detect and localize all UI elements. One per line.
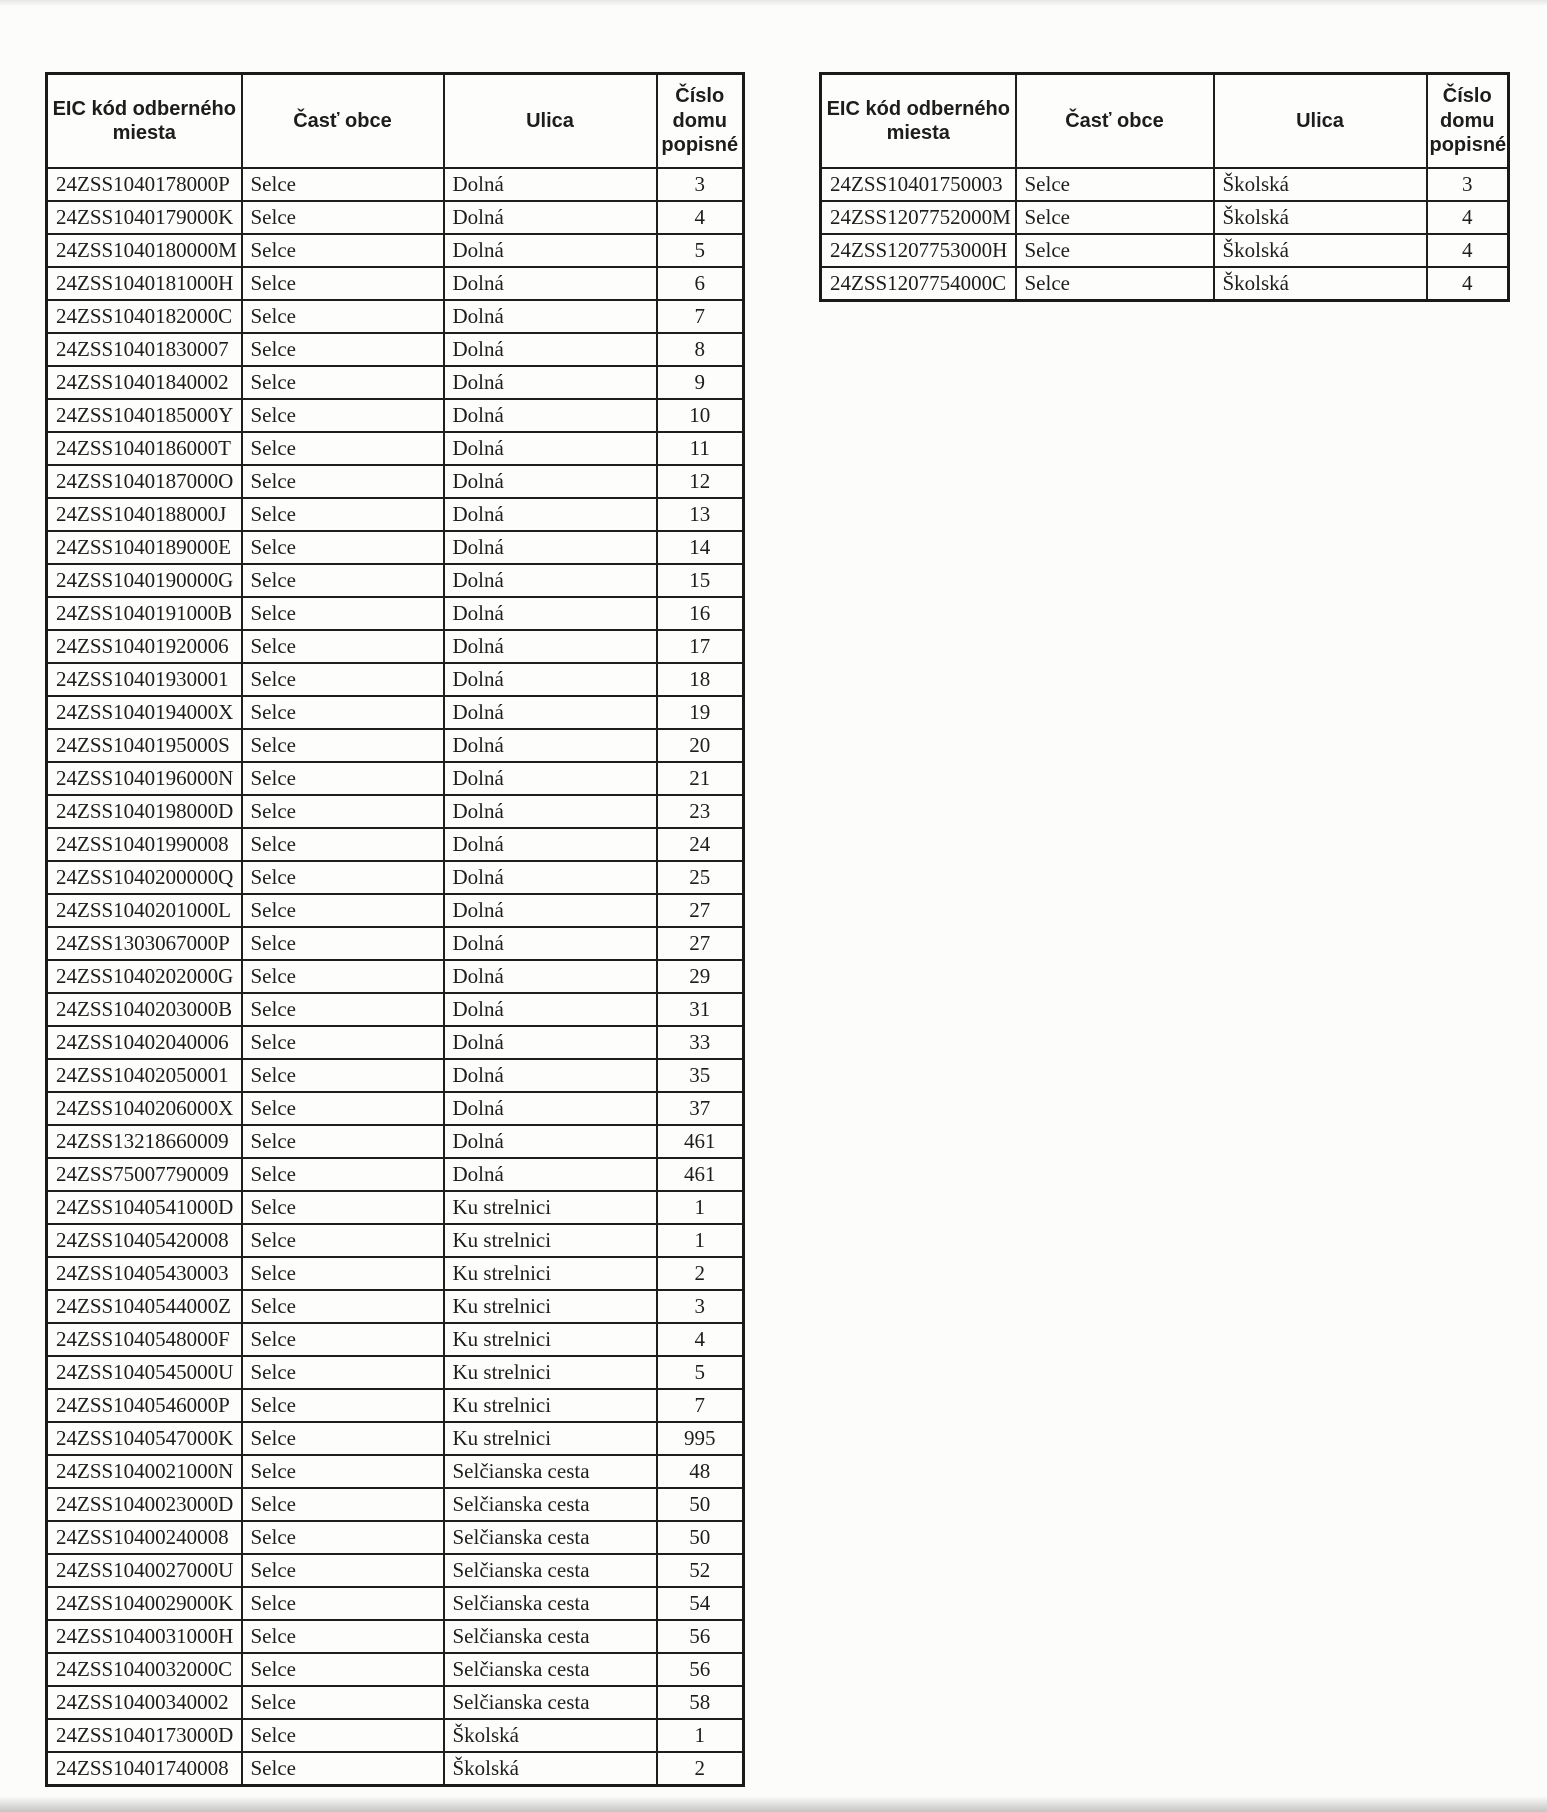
cell-ulica: Školská [444,1719,657,1752]
cell-ulica: Školská [1214,168,1427,201]
cell-ulica: Dolná [444,498,657,531]
table-row [821,267,1509,301]
cell-cislo-domu: 1 [657,1224,744,1257]
cell-ulica: Selčianska cesta [444,1653,657,1686]
cell-cast-obce: Selce [242,201,444,234]
cell-ulica: Dolná [444,960,657,993]
cell-ulica: Dolná [444,663,657,696]
cell-eic-code: 24ZSS10401830007 [47,333,242,366]
table-row [47,564,744,597]
cell-ulica: Dolná [444,333,657,366]
cell-ulica: Školská [1214,234,1427,267]
table-row [821,168,1509,201]
cell-eic-code: 24ZSS1040182000C [47,300,242,333]
table-row [47,465,744,498]
cell-cislo-domu: 56 [657,1620,744,1653]
cell-cislo-domu: 29 [657,960,744,993]
cell-eic-code: 24ZSS1040189000E [47,531,242,564]
table-row [47,960,744,993]
cell-cast-obce: Selce [242,894,444,927]
cell-cast-obce: Selce [1016,267,1214,301]
cell-eic-code: 24ZSS1040181000H [47,267,242,300]
table-row [47,993,744,1026]
cell-cislo-domu: 23 [657,795,744,828]
cell-cast-obce: Selce [242,1092,444,1125]
cell-cislo-domu: 24 [657,828,744,861]
cell-cislo-domu: 8 [657,333,744,366]
cell-cislo-domu: 58 [657,1686,744,1719]
cell-cast-obce: Selce [242,1488,444,1521]
cell-eic-code: 24ZSS1040179000K [47,201,242,234]
cell-ulica: Ku strelnici [444,1356,657,1389]
cell-eic-code: 24ZSS10401740008 [47,1752,242,1786]
cell-cast-obce: Selce [242,1620,444,1653]
cell-cislo-domu: 3 [657,168,744,201]
cell-ulica: Dolná [444,201,657,234]
table-row [47,201,744,234]
cell-cast-obce: Selce [242,960,444,993]
cell-ulica: Dolná [444,828,657,861]
cell-cislo-domu: 6 [657,267,744,300]
cell-cislo-domu: 19 [657,696,744,729]
cell-cast-obce: Selce [242,696,444,729]
table-row [47,597,744,630]
cell-cast-obce: Selce [242,531,444,564]
column-header-eic-code: EIC kód odberného miesta [821,74,1016,169]
cell-ulica: Dolná [444,597,657,630]
cell-eic-code: 24ZSS10405420008 [47,1224,242,1257]
cell-cislo-domu: 31 [657,993,744,1026]
cell-eic-code: 24ZSS1040178000P [47,168,242,201]
cell-ulica: Dolná [444,1158,657,1191]
cell-cast-obce: Selce [242,564,444,597]
cell-cislo-domu: 11 [657,432,744,465]
cell-cislo-domu: 1 [657,1191,744,1224]
cell-cast-obce: Selce [242,1191,444,1224]
cell-cislo-domu: 37 [657,1092,744,1125]
cell-ulica: Dolná [444,300,657,333]
cell-eic-code: 24ZSS1040187000O [47,465,242,498]
cell-cislo-domu: 2 [657,1752,744,1786]
cell-cislo-domu: 27 [657,927,744,960]
cell-cislo-domu: 56 [657,1653,744,1686]
table-row [47,663,744,696]
cell-cislo-domu: 4 [657,1323,744,1356]
table-row [47,1488,744,1521]
cell-cast-obce: Selce [242,1389,444,1422]
table-row [47,696,744,729]
table-row [47,1422,744,1455]
cell-cast-obce: Selce [242,927,444,960]
table-row [47,1752,744,1786]
cell-eic-code: 24ZSS1040185000Y [47,399,242,432]
scan-artifact-top [0,0,1547,6]
table-row [47,1092,744,1125]
table-row [821,201,1509,234]
cell-eic-code: 24ZSS1040200000Q [47,861,242,894]
table-row [47,1455,744,1488]
cell-cast-obce: Selce [242,795,444,828]
table-row [47,168,744,201]
cell-cislo-domu: 4 [1427,267,1509,301]
cell-ulica: Dolná [444,465,657,498]
table-row [47,1719,744,1752]
cell-cast-obce: Selce [242,399,444,432]
cell-ulica: Ku strelnici [444,1389,657,1422]
cell-eic-code: 24ZSS1040547000K [47,1422,242,1455]
cell-cislo-domu: 4 [1427,234,1509,267]
table-row [47,366,744,399]
cell-cislo-domu: 50 [657,1521,744,1554]
cell-ulica: Dolná [444,630,657,663]
cell-ulica: Dolná [444,234,657,267]
cell-eic-code: 24ZSS1040191000B [47,597,242,630]
table-row [47,1554,744,1587]
cell-cast-obce: Selce [242,597,444,630]
cell-ulica: Dolná [444,993,657,1026]
table-row [821,234,1509,267]
cell-cislo-domu: 15 [657,564,744,597]
cell-ulica: Školská [444,1752,657,1786]
cell-cislo-domu: 461 [657,1158,744,1191]
cell-cislo-domu: 33 [657,1026,744,1059]
cell-ulica: Selčianska cesta [444,1620,657,1653]
cell-ulica: Dolná [444,564,657,597]
table-row [47,1587,744,1620]
cell-cast-obce: Selce [242,861,444,894]
cell-eic-code: 24ZSS10401750003 [821,168,1016,201]
cell-cast-obce: Selce [242,1323,444,1356]
cell-cislo-domu: 10 [657,399,744,432]
cell-ulica: Dolná [444,795,657,828]
cell-ulica: Dolná [444,366,657,399]
table-row [47,1290,744,1323]
cell-ulica: Ku strelnici [444,1191,657,1224]
cell-eic-code: 24ZSS10405430003 [47,1257,242,1290]
cell-eic-code: 24ZSS1207752000M [821,201,1016,234]
cell-cislo-domu: 52 [657,1554,744,1587]
cell-ulica: Dolná [444,927,657,960]
cell-ulica: Dolná [444,1092,657,1125]
cell-eic-code: 24ZSS1040188000J [47,498,242,531]
cell-cast-obce: Selce [242,366,444,399]
cell-cislo-domu: 1 [657,1719,744,1752]
cell-cast-obce: Selce [242,1026,444,1059]
eic-table-right [819,72,1510,302]
column-header-ulica: Ulica [444,74,657,169]
cell-cislo-domu: 2 [657,1257,744,1290]
cell-eic-code: 24ZSS1040027000U [47,1554,242,1587]
table-row [47,333,744,366]
table-body [821,168,1509,301]
cell-eic-code: 24ZSS1040548000F [47,1323,242,1356]
cell-eic-code: 24ZSS10400340002 [47,1686,242,1719]
cell-ulica: Dolná [444,1026,657,1059]
table-header-row [821,74,1509,169]
cell-cislo-domu: 12 [657,465,744,498]
table-row [47,267,744,300]
cell-ulica: Selčianska cesta [444,1554,657,1587]
cell-eic-code: 24ZSS1040032000C [47,1653,242,1686]
cell-eic-code: 24ZSS75007790009 [47,1158,242,1191]
cell-cast-obce: Selce [242,762,444,795]
table-row [47,1125,744,1158]
cell-cast-obce: Selce [242,1521,444,1554]
cell-ulica: Školská [1214,201,1427,234]
table-row [47,1521,744,1554]
cell-cast-obce: Selce [242,1554,444,1587]
cell-cislo-domu: 995 [657,1422,744,1455]
cell-eic-code: 24ZSS10401920006 [47,630,242,663]
table-row [47,1059,744,1092]
cell-eic-code: 24ZSS1040201000L [47,894,242,927]
cell-eic-code: 24ZSS1040029000K [47,1587,242,1620]
table-row [47,1620,744,1653]
table-row [47,1026,744,1059]
cell-eic-code: 24ZSS1207753000H [821,234,1016,267]
cell-eic-code: 24ZSS10402040006 [47,1026,242,1059]
cell-ulica: Dolná [444,432,657,465]
table-row [47,795,744,828]
table-row [47,1389,744,1422]
cell-ulica: Selčianska cesta [444,1521,657,1554]
cell-cislo-domu: 25 [657,861,744,894]
cell-ulica: Dolná [444,696,657,729]
cell-cislo-domu: 35 [657,1059,744,1092]
cell-eic-code: 24ZSS10401840002 [47,366,242,399]
table-row [47,1323,744,1356]
table-row [47,234,744,267]
cell-ulica: Dolná [444,399,657,432]
cell-cast-obce: Selce [242,267,444,300]
cell-eic-code: 24ZSS1040545000U [47,1356,242,1389]
cell-cislo-domu: 3 [1427,168,1509,201]
table-body [47,168,744,1786]
cell-cislo-domu: 27 [657,894,744,927]
cell-cislo-domu: 9 [657,366,744,399]
cell-cislo-domu: 17 [657,630,744,663]
cell-eic-code: 24ZSS10400240008 [47,1521,242,1554]
table-row [47,1224,744,1257]
cell-cislo-domu: 14 [657,531,744,564]
cell-cast-obce: Selce [242,663,444,696]
cell-cast-obce: Selce [242,1752,444,1786]
column-header-eic-code: EIC kód odberného miesta [47,74,242,169]
table-row [47,630,744,663]
table-row [47,432,744,465]
cell-eic-code: 24ZSS1040203000B [47,993,242,1026]
cell-cast-obce: Selce [242,828,444,861]
cell-cislo-domu: 461 [657,1125,744,1158]
cell-ulica: Školská [1214,267,1427,301]
cell-cast-obce: Selce [242,168,444,201]
cell-ulica: Ku strelnici [444,1224,657,1257]
cell-eic-code: 24ZSS1040546000P [47,1389,242,1422]
cell-eic-code: 24ZSS1207754000C [821,267,1016,301]
column-header-cislo-domu: Číslo domu popisné [657,74,744,169]
cell-ulica: Dolná [444,1059,657,1092]
column-header-cast-obce: Časť obce [242,74,444,169]
table-row [47,828,744,861]
table-row [47,498,744,531]
cell-ulica: Dolná [444,729,657,762]
cell-eic-code: 24ZSS1040031000H [47,1620,242,1653]
cell-cast-obce: Selce [1016,168,1214,201]
cell-cast-obce: Selce [242,1686,444,1719]
cell-ulica: Dolná [444,861,657,894]
cell-ulica: Ku strelnici [444,1257,657,1290]
cell-cast-obce: Selce [242,1356,444,1389]
cell-cast-obce: Selce [242,1587,444,1620]
cell-cislo-domu: 54 [657,1587,744,1620]
cell-cast-obce: Selce [242,1059,444,1092]
cell-eic-code: 24ZSS10401990008 [47,828,242,861]
cell-ulica: Selčianska cesta [444,1455,657,1488]
cell-ulica: Selčianska cesta [444,1686,657,1719]
cell-cast-obce: Selce [242,1224,444,1257]
cell-eic-code: 24ZSS1040186000T [47,432,242,465]
cell-cislo-domu: 21 [657,762,744,795]
cell-cislo-domu: 50 [657,1488,744,1521]
cell-cast-obce: Selce [242,300,444,333]
table-row [47,399,744,432]
cell-ulica: Dolná [444,762,657,795]
table-row [47,1686,744,1719]
cell-cislo-domu: 7 [657,300,744,333]
cell-cislo-domu: 48 [657,1455,744,1488]
table-row [47,531,744,564]
cell-ulica: Dolná [444,894,657,927]
cell-cast-obce: Selce [1016,201,1214,234]
cell-ulica: Selčianska cesta [444,1587,657,1620]
cell-cast-obce: Selce [242,993,444,1026]
cell-eic-code: 24ZSS1040196000N [47,762,242,795]
cell-cislo-domu: 5 [657,234,744,267]
cell-eic-code: 24ZSS10402050001 [47,1059,242,1092]
cell-cast-obce: Selce [242,1653,444,1686]
table-row [47,729,744,762]
table-row [47,300,744,333]
cell-cast-obce: Selce [242,729,444,762]
cell-cast-obce: Selce [242,1455,444,1488]
cell-cast-obce: Selce [242,498,444,531]
cell-eic-code: 24ZSS1040541000D [47,1191,242,1224]
cell-ulica: Ku strelnici [444,1290,657,1323]
cell-eic-code: 24ZSS1040190000G [47,564,242,597]
cell-cast-obce: Selce [242,1125,444,1158]
cell-cast-obce: Selce [1016,234,1214,267]
cell-cast-obce: Selce [242,1158,444,1191]
table-row [47,1257,744,1290]
table-header-row [47,74,744,169]
cell-eic-code: 24ZSS1040202000G [47,960,242,993]
cell-cislo-domu: 4 [657,201,744,234]
table-row [47,927,744,960]
cell-eic-code: 24ZSS1040198000D [47,795,242,828]
cell-cast-obce: Selce [242,432,444,465]
cell-cislo-domu: 4 [1427,201,1509,234]
cell-ulica: Selčianska cesta [444,1488,657,1521]
cell-cast-obce: Selce [242,234,444,267]
column-header-ulica: Ulica [1214,74,1427,169]
cell-cislo-domu: 18 [657,663,744,696]
table-row [47,1191,744,1224]
cell-cast-obce: Selce [242,630,444,663]
cell-eic-code: 24ZSS13218660009 [47,1125,242,1158]
cell-eic-code: 24ZSS1040195000S [47,729,242,762]
cell-eic-code: 24ZSS1040173000D [47,1719,242,1752]
eic-table-left [45,72,745,1787]
column-header-cast-obce: Časť obce [1016,74,1214,169]
cell-eic-code: 24ZSS10401930001 [47,663,242,696]
cell-cast-obce: Selce [242,1719,444,1752]
column-header-cislo-domu: Číslo domu popisné [1427,74,1509,169]
cell-ulica: Dolná [444,168,657,201]
cell-eic-code: 24ZSS1303067000P [47,927,242,960]
cell-eic-code: 24ZSS1040544000Z [47,1290,242,1323]
cell-cislo-domu: 5 [657,1356,744,1389]
scan-artifact-bottom [0,1796,1547,1812]
cell-ulica: Ku strelnici [444,1323,657,1356]
table-row [47,1158,744,1191]
cell-cast-obce: Selce [242,1290,444,1323]
cell-cast-obce: Selce [242,333,444,366]
cell-eic-code: 24ZSS1040194000X [47,696,242,729]
cell-ulica: Ku strelnici [444,1422,657,1455]
table-row [47,1653,744,1686]
cell-cast-obce: Selce [242,465,444,498]
cell-cislo-domu: 20 [657,729,744,762]
cell-cislo-domu: 7 [657,1389,744,1422]
table-row [47,762,744,795]
cell-ulica: Dolná [444,267,657,300]
cell-ulica: Dolná [444,531,657,564]
cell-cislo-domu: 16 [657,597,744,630]
cell-cast-obce: Selce [242,1257,444,1290]
cell-ulica: Dolná [444,1125,657,1158]
table-row [47,894,744,927]
cell-eic-code: 24ZSS1040023000D [47,1488,242,1521]
table-row [47,861,744,894]
cell-eic-code: 24ZSS1040021000N [47,1455,242,1488]
table-row [47,1356,744,1389]
cell-cislo-domu: 13 [657,498,744,531]
cell-eic-code: 24ZSS1040206000X [47,1092,242,1125]
cell-cast-obce: Selce [242,1422,444,1455]
cell-cislo-domu: 3 [657,1290,744,1323]
cell-eic-code: 24ZSS1040180000M [47,234,242,267]
